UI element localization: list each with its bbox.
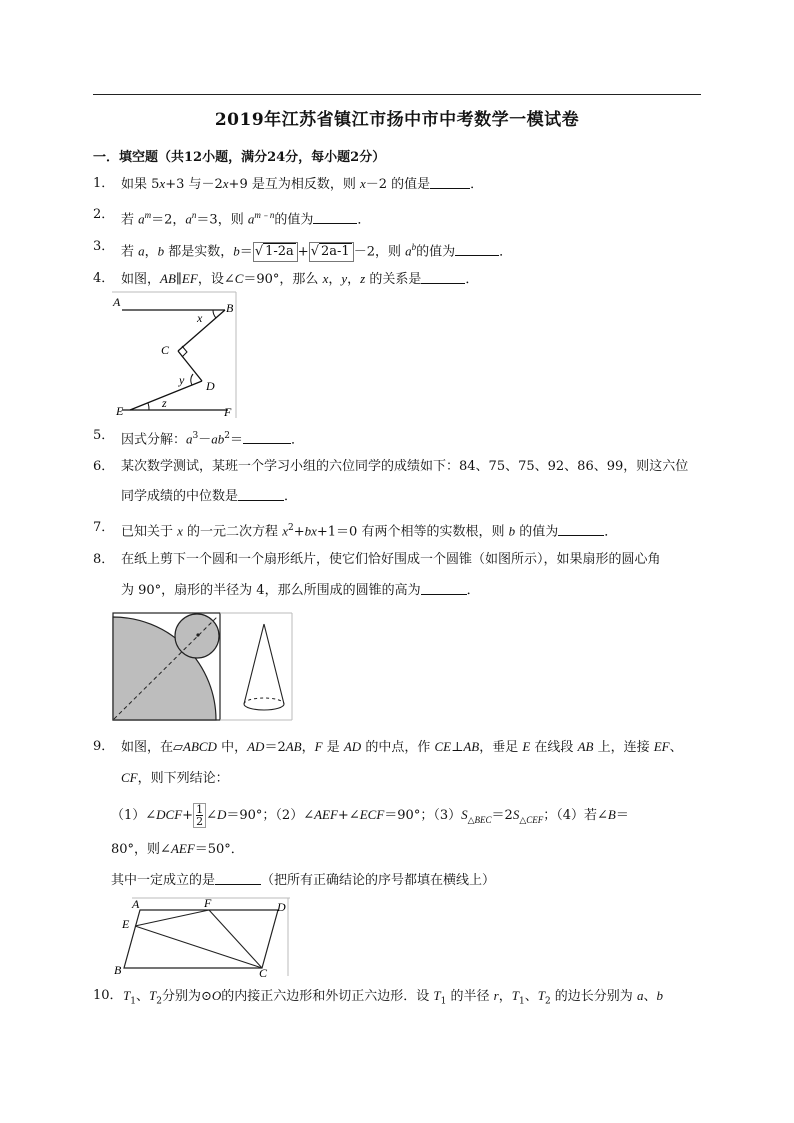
header-rule — [93, 94, 701, 95]
sqrt-expression: √ 1-2a — [253, 242, 298, 262]
answer-blank — [238, 488, 284, 501]
label-F: F — [224, 405, 232, 419]
label-y: y — [179, 373, 185, 387]
question-number: 4． — [93, 271, 115, 286]
question-8-line-1: 在纸上剪下一个圆和一个扇形纸片，使它们恰好围成一个圆锥（如图所示），如果扇形的圆心角 — [121, 552, 661, 567]
label-E: E — [116, 404, 124, 418]
label-x: x — [197, 311, 203, 325]
question-number: 5． — [93, 428, 115, 443]
question-4: 如图，AB∥EF，设∠C＝90°，那么 x，y，z 的关系是 ． — [121, 271, 479, 287]
question-9-line-3: （1）∠DCF+ $\frac{1}{2}$ ∠D＝90°；（2）∠AEF+∠ECF＝90°；$(3)S_{\triangle BEC}=2S_{\triangle CEF}$；（4）若∠B＝ — [111, 803, 629, 828]
answer-blank — [243, 431, 291, 444]
circle-symbol: ⊙ — [200, 989, 212, 1004]
label-B: B — [226, 301, 234, 315]
question-3: 若 a，b 都是实数，b＝ √ 1-2a + √ 2a-1 －2，则 $a^b$的值为 ． — [121, 238, 512, 262]
question-number: 9． — [93, 739, 115, 754]
fraction-one-half: $\frac{1}{2}$ — [193, 803, 206, 828]
question-6-line-2: 同学成绩的中位数是 ． — [121, 489, 298, 504]
label-D: D — [277, 900, 286, 914]
label-C: C — [161, 343, 170, 357]
question-10: $T_1$、$T_2$分别为⊙O的内接正六边形和外切正六边形．设 $T_1$ 的半径 r，$T_1$、$T_2$ 的边长分别为 a、b — [123, 988, 663, 1007]
question-number: 2． — [93, 207, 115, 222]
question-number: 10． — [93, 988, 123, 1003]
label-B: B — [114, 963, 122, 977]
question-number: 8． — [93, 552, 115, 567]
question-8-line-2: 为 90°，扇形的半径为 4，那么所围成的圆锥的高为 ． — [121, 583, 480, 598]
figure-q4-parallel-lines — [110, 290, 240, 420]
question-9-line-1: 如图，在▱ABCD 中，AD＝2AB，F 是 AD 的中点，作 CE⊥AB，垂足 E 在线段 AB 上，连接 EF、 — [121, 739, 683, 755]
answer-blank — [421, 271, 465, 284]
answer-blank — [313, 211, 357, 224]
question-2: 若 $a^m=2$，$a^n=3$，则 $a^{m﹣n}$的值为 ． — [121, 210, 371, 228]
figure-q8-cone — [112, 612, 294, 722]
answer-blank — [558, 523, 604, 536]
label-A: A — [113, 295, 121, 309]
label-E: E — [122, 917, 130, 931]
question-1: 如果 5x+3 与－2x+9 是互为相反数，则 x－2 的值是 ． — [121, 176, 484, 192]
question-9-line-5: 其中一定成立的是 （把所有正确结论的序号都填在横线上） — [111, 873, 496, 888]
question-9-line-2: CF，则下列结论： — [121, 770, 229, 786]
label-F: F — [204, 896, 212, 910]
figure-q9-parallelogram — [110, 896, 292, 980]
question-5: 因式分解：$a^3-ab^2=$ ． — [121, 431, 305, 448]
sqrt-expression: √ 2a-1 — [309, 242, 354, 262]
answer-blank — [455, 243, 499, 256]
section-heading: 一．填空题（共12小题，满分24分，每小题2分） — [93, 150, 386, 165]
question-number: 3． — [93, 239, 115, 254]
answer-blank — [430, 176, 470, 189]
page-title: 2019年江苏省镇江市扬中市中考数学一模试卷 — [214, 110, 580, 130]
question-number: 7． — [93, 520, 115, 535]
answer-blank — [215, 872, 261, 885]
question-number: 6． — [93, 459, 115, 474]
question-6-line-1: 某次数学测试，某班一个学习小组的六位同学的成绩如下：84、75、75、92、86、99，则这六位 — [121, 459, 689, 474]
label-C: C — [259, 966, 268, 980]
label-A: A — [132, 897, 140, 911]
label-D: D — [206, 379, 215, 393]
answer-blank — [421, 582, 467, 595]
question-number: 1． — [93, 176, 115, 191]
question-7: 已知关于 x 的一元二次方程 $x^2+bx+1=0$ 有两个相等的实数根，则 b 的值为 ． — [121, 523, 618, 540]
question-9-line-4: 80°，则∠AEF＝50°． — [111, 841, 244, 857]
label-z: z — [162, 396, 167, 410]
